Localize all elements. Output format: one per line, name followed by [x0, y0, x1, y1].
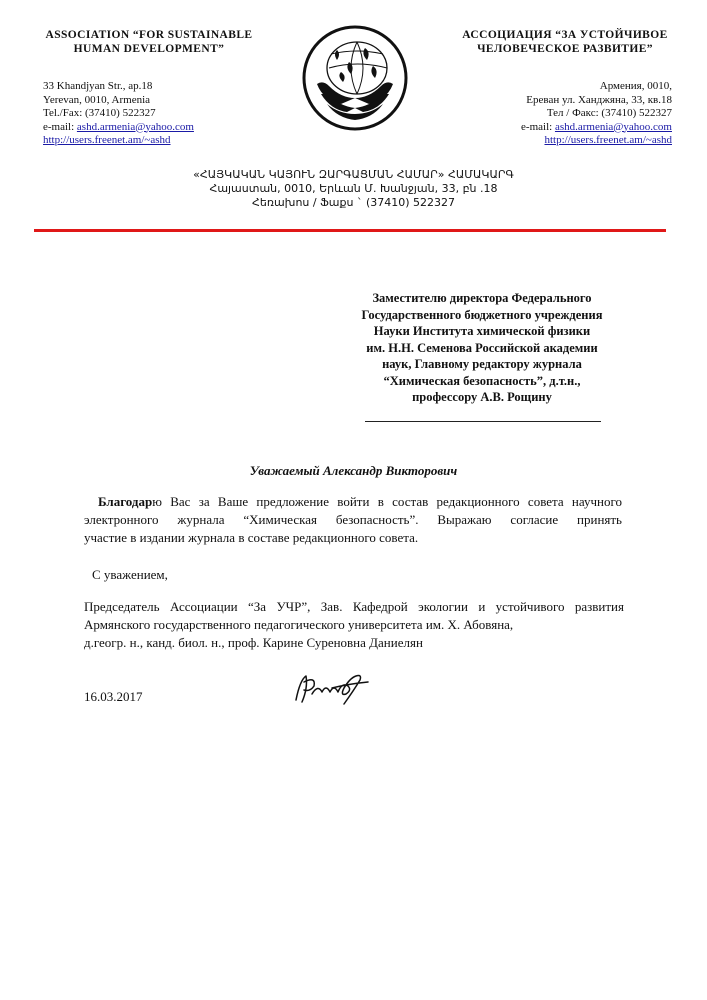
armenian-phone: Հեռախոս / Ֆաքս ` (37410) 522327	[251, 196, 456, 209]
armenian-title: «ՀԱՅԿԱԿԱՆ ԿԱՅՈՒՆ ԶԱՐԳԱՑՄԱՆ ՀԱՄԱՐ» ՀԱՄԱԿԱՐԳ	[193, 168, 514, 181]
body-line-2: электронного журнала “Химическая безопасность”. Выражаю согласие принять	[84, 512, 622, 527]
right-email-label: e-mail:	[521, 120, 553, 133]
association-logo	[301, 24, 409, 132]
header-right-title-line1: АССОЦИАЦИЯ “ЗА УСТОЙЧИВОЕ	[462, 29, 668, 41]
left-tel: Tel./Fax: (37410) 522327	[43, 107, 156, 119]
addressee-line: Науки Института химической физики	[373, 324, 591, 338]
right-url-link[interactable]: http://users.freenet.am/~ashd	[544, 134, 672, 146]
addressee-line: профессору А.В. Рощину	[412, 390, 552, 404]
header-left-title-line2: HUMAN DEVELOPMENT”	[73, 43, 225, 55]
addressee-line: Государственного бюджетного учреждения	[361, 307, 603, 322]
addressee-underline	[365, 421, 601, 422]
right-email-row	[440, 121, 672, 135]
addressee-block	[326, 290, 638, 406]
letter-body	[84, 493, 622, 547]
addressee-line: Заместителю директора Федерального	[372, 291, 592, 305]
body-line-1	[84, 493, 622, 511]
armenian-header-block	[150, 168, 557, 210]
thanks-rest: ю Вас за Ваше предложение войти в состав редакционного совета научного	[152, 494, 622, 509]
header-left-title	[30, 28, 268, 56]
letter-date: 16.03.2017	[84, 689, 143, 704]
left-email-label: e-mail:	[43, 120, 75, 133]
right-city: Армения, 0010,	[599, 80, 672, 92]
right-email-link[interactable]: ashd.armenia@yahoo.com	[554, 120, 672, 133]
left-email-link[interactable]: ashd.armenia@yahoo.com	[76, 120, 194, 133]
header-left-contacts	[43, 80, 273, 148]
right-address: Ереван ул. Ханджяна, 33, кв.18	[526, 93, 672, 106]
left-url-link[interactable]: http://users.freenet.am/~ashd	[43, 134, 171, 146]
closing: С уважением,	[92, 567, 168, 582]
globe-hands-logo-icon	[301, 24, 409, 132]
addressee-line: “Химическая безопасность”, д.т.н.,	[383, 373, 581, 388]
body-line-3: участие в издании журнала в составе редакционного совета.	[84, 530, 419, 545]
armenian-address: Հայաստան, 0010, Երևան Մ. Խանջյան, 33, բն .18	[209, 182, 498, 195]
header-left-title-line1: ASSOCIATION “FOR SUSTAINABLE	[45, 29, 253, 41]
left-email-row	[43, 121, 273, 135]
header-right-title	[440, 28, 690, 56]
signatory-line-1: Председатель Ассоциации “За УЧР”, Зав. Кафедрой экологии и устойчивого развития	[84, 599, 624, 614]
signatory-line-3: д.геогр. н., канд. биол. н., проф. Карине Суреновна Даниелян	[84, 635, 423, 650]
header-right-title-line2: ЧЕЛОВЕЧЕСКОЕ РАЗВИТИЕ”	[477, 43, 653, 55]
left-city: Yerevan, 0010, Armenia	[43, 93, 151, 106]
signatory-block	[84, 598, 624, 652]
handwritten-signature	[292, 670, 372, 706]
header-divider	[34, 229, 666, 232]
addressee-line: им. Н.Н. Семенова Российской академии	[366, 340, 598, 355]
salutation: Уважаемый Александр Викторович	[249, 463, 458, 478]
thanks-bold: Благодар	[98, 494, 153, 509]
header-right-contacts	[440, 80, 672, 148]
addressee-line: наук, Главному редактору журнала	[382, 357, 582, 371]
signature-icon	[292, 670, 372, 706]
signatory-line-2: Армянского государственного педагогического университета им. Х. Абовяна,	[84, 617, 514, 632]
left-address: 33 Khandjyan Str., ap.18	[43, 80, 153, 92]
right-tel: Тел / Факс: (37410) 522327	[546, 107, 672, 119]
